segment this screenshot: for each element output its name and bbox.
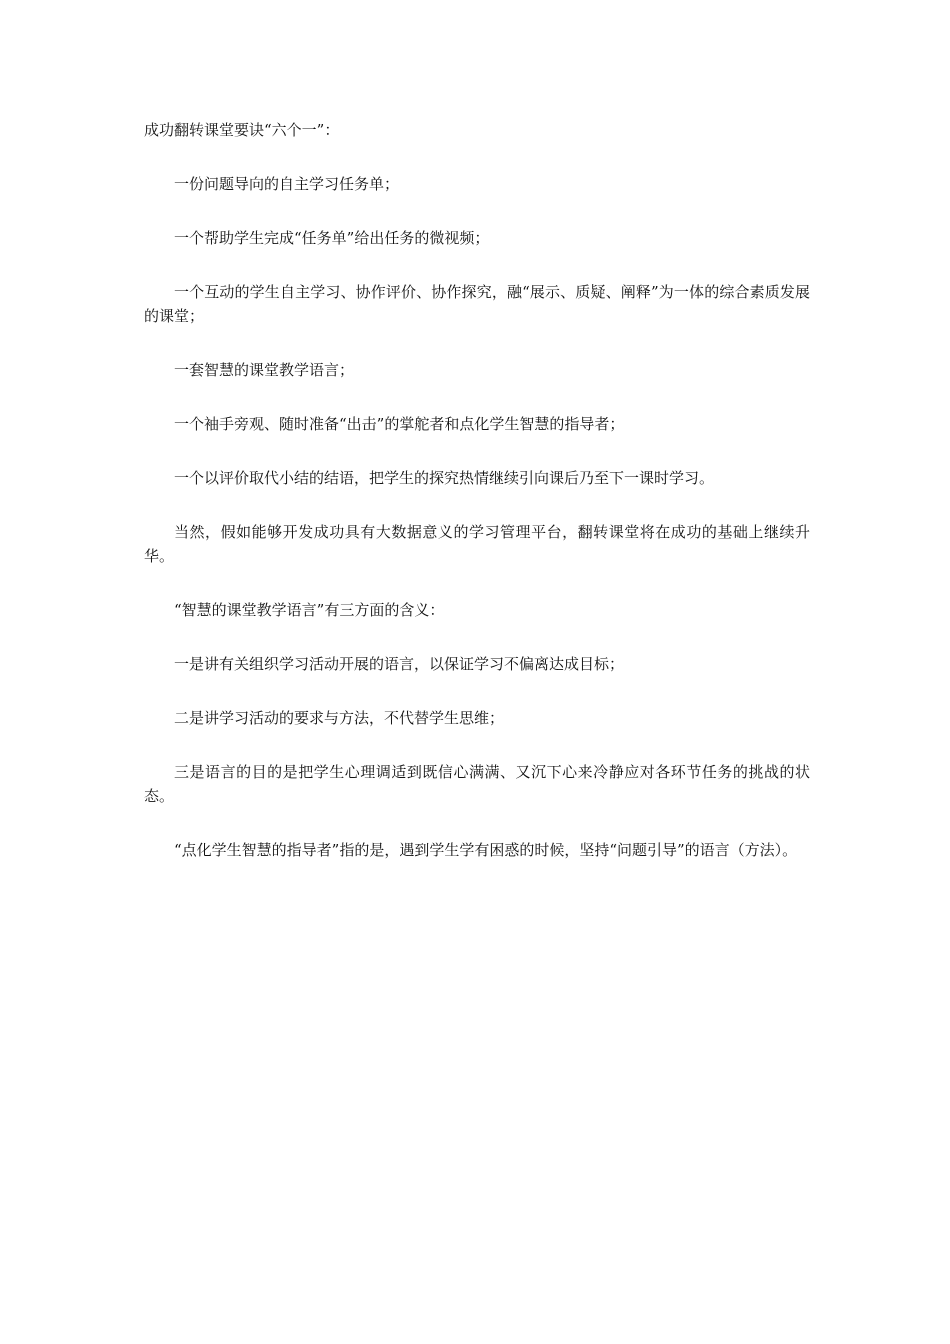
paragraph: “智慧的课堂教学语言”有三方面的含义： [174, 601, 445, 619]
paragraph: 当然，假如能够开发成功具有大数据意义的学习管理平台，翻转课堂将在成功的基础上继续升华。 [144, 523, 810, 565]
paragraph: 三是语言的目的是把学生心理调适到既信心满满、又沉下心来冷静应对各环节任务的挑战的状态。 [144, 763, 810, 805]
paragraph: 一个帮助学生完成“任务单”给出任务的微视频； [174, 229, 490, 247]
paragraph: 一个互动的学生自主学习、协作评价、协作探究，融“展示、质疑、阐释”为一体的综合素质发展的课堂； [144, 283, 810, 325]
paragraph: “点化学生智慧的指导者”指的是，遇到学生学有困惑的时候，坚持“问题引导”的语言（方法）。 [174, 841, 798, 859]
heading-paragraph: 成功翻转课堂要诀“六个一”： [144, 121, 340, 139]
paragraph: 一份问题导向的自主学习任务单； [174, 175, 400, 193]
paragraph: 一个袖手旁观、随时准备“出击”的掌舵者和点化学生智慧的指导者； [174, 415, 625, 433]
paragraph: 一套智慧的课堂教学语言； [174, 361, 355, 379]
paragraph: 二是讲学习活动的要求与方法，不代替学生思维； [174, 709, 505, 727]
paragraph: 一个以评价取代小结的结语，把学生的探究热情继续引向课后乃至下一课时学习。 [174, 469, 715, 487]
document-body [144, 118, 810, 892]
paragraph: 一是讲有关组织学习活动开展的语言，以保证学习不偏离达成目标； [174, 655, 625, 673]
